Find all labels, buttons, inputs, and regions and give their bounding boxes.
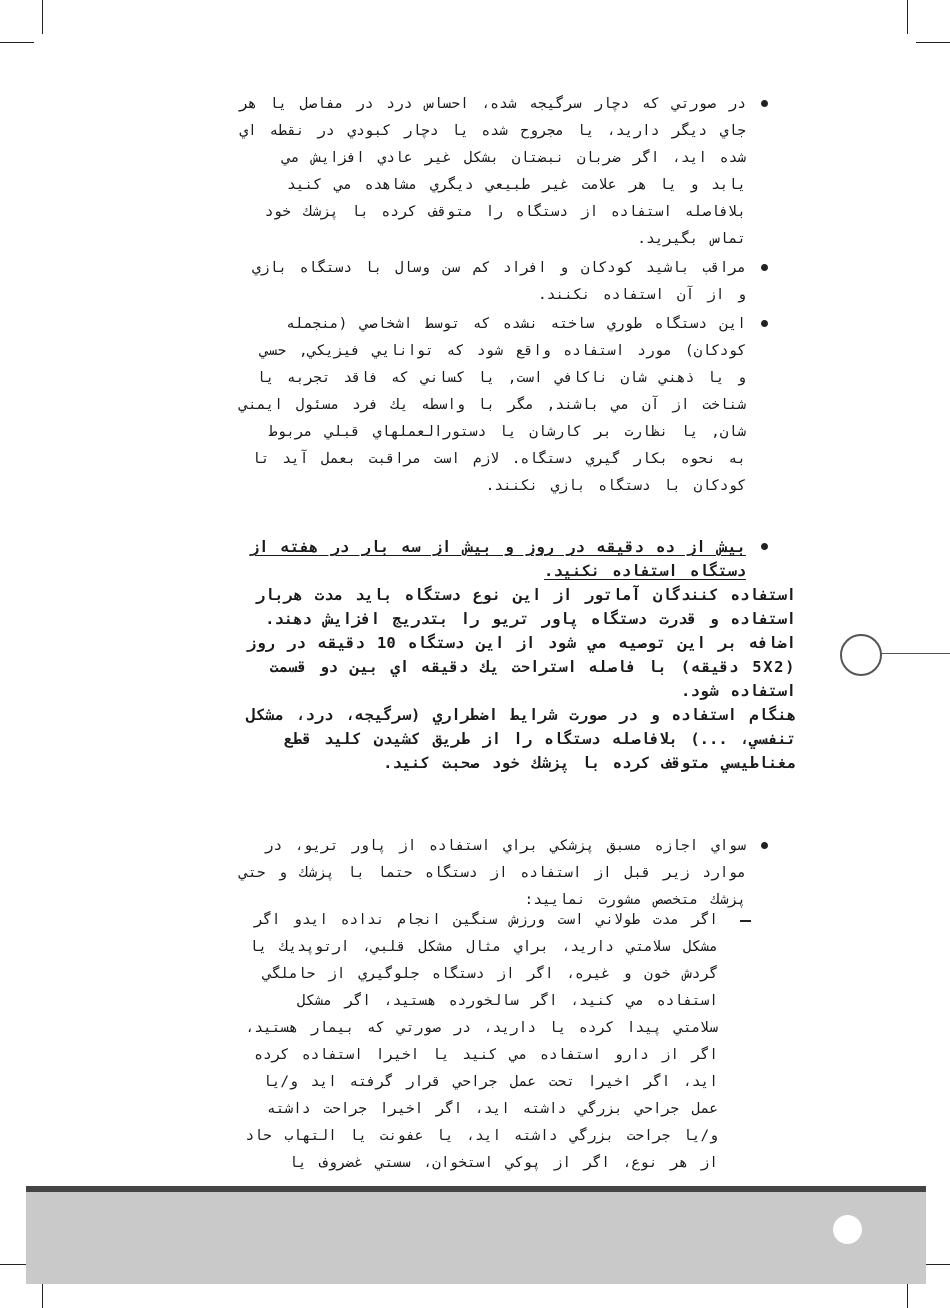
crop-mark-top-left-v <box>42 0 43 34</box>
text-line: سلامتي پيدا كرده يا داريد، در صورتي كه بيمار هستيد، <box>245 1020 718 1036</box>
text-line: كودكان با دستگاه بازي نكنند. <box>485 478 746 494</box>
text-line: عمل جراحي بزرگي داشته ايد، اگر اخيرا جراحت داشته <box>266 1101 718 1117</box>
text-line: كودكان) مورد استفاده واقع شود كه توانايي فيزيكي, حسي <box>260 343 746 359</box>
text-line: موارد زير قبل از استفاده از دستگاه حتما با پزشك و حتي <box>239 865 746 881</box>
text-line: گردش خون و غيره، اگر از دستگاه جلوگيري از حاملگي <box>262 966 718 982</box>
crop-mark-top-left-h <box>0 42 34 43</box>
text-line: اضافه بر اين توصيه مي شود از اين دستگاه 10 دقيقه در روز <box>246 634 796 652</box>
text-line: اگر از دارو استفاده مي كنيد يا اخيرا استفاده كرده <box>254 1047 718 1063</box>
text-line: تماس بگيريد. <box>637 231 746 247</box>
usage-limit-body <box>246 583 796 775</box>
text-line: ايد، اگر اخيرا تحت عمل جراحي قرار گرفته ايد و/يا <box>262 1074 718 1090</box>
text-line: شناخت از آن مي باشند, مگر با واسطه يك فرد مسئول ايمني <box>239 397 746 413</box>
usage-limit-heading <box>250 535 746 583</box>
text-line: استفاده مي كنيد، اگر سالخورده هستيد، اگر مشكل <box>297 993 718 1009</box>
text-line: بلافاصله استفاده از دستگاه را متوقف كرده با پزشك خود <box>264 204 746 220</box>
warning-item-children <box>252 255 746 309</box>
text-line: اين دستگاه طوري ساخته نشده كه توسط اشخاصي (منجمله <box>286 316 746 332</box>
text-line: تنفسي، ...) بلافاصله دستگاه را از طريق كشيدن كليد قطع <box>283 730 796 748</box>
text-line: استفاده شود. <box>681 682 796 700</box>
text-line: مراقب باشيد كودكان و افراد كم سن وسال با دستگاه بازي <box>252 260 746 276</box>
footer-box <box>26 1192 926 1284</box>
text-line: به نحوه بكار گيري دستگاه. لازم است مراقبت بعمل آيد تا <box>252 451 746 467</box>
side-circle-decoration <box>840 634 882 676</box>
text-line: استفاده و قدرت دستگاه پاور تريو را بتدريج افزايش دهند. <box>265 610 796 628</box>
text-line: شان, يا نظارت بر كارشان يا دستورالعملهاي قبلي مربوط <box>268 424 746 440</box>
text-line: استفاده كنندگان آماتور از اين نوع دستگاه بايد مدت هربار <box>255 586 796 604</box>
medical-consult-conditions <box>246 907 719 1177</box>
text-line: جاي ديگر داريد، يا مجروح شده يا دچار كبودي در نقطه اي <box>239 123 746 139</box>
bullet-icon <box>761 543 768 550</box>
medical-consult-intro <box>239 833 746 914</box>
text-line: مشكل سلامتي داريد، براي مثال مشكل قلبي، ارتوپديك يا <box>249 939 718 955</box>
text-line: سواي اجازه مسبق پزشكي براي استفاده از پاور تريو، در <box>264 838 746 854</box>
text-line: شده ايد، اگر ضربان نبضتان بشكل غير عادي افزايش مي <box>282 150 746 166</box>
warning-item-dizziness <box>239 91 746 253</box>
heading-line: بيش از ده دقيقه در روز و بيش از سه بار در هفته از <box>249 538 746 556</box>
text-line: يابد و يا هر علامت غير طبيعي ديگري مشاهده مي كنيد <box>286 177 746 193</box>
page-number-circle <box>833 1215 862 1244</box>
text-line: مغناطيسي متوقف كرده با پزشك خود صحبت كنيد. <box>383 754 796 772</box>
text-line: از هر نوع، اگر از پوكي استخوان، سستي غضروف يا <box>289 1155 718 1171</box>
bullet-icon <box>761 264 768 271</box>
dash-icon <box>740 920 751 922</box>
text-line: و از آن استفاده نكنند. <box>537 287 746 303</box>
bullet-icon <box>761 100 768 107</box>
text-line: اگر مدت طولاني است ورزش سنگين انجام نداده ايدو اگر <box>254 912 718 928</box>
warning-item-capabilities <box>239 311 746 500</box>
bullet-icon <box>761 320 768 327</box>
text-line: (5X2 دقيقه) با فاصله استراحت يك دقيقه اي بين دو قسمت <box>269 658 796 676</box>
text-line: در صورتي كه دچار سرگيجه شده، احساس درد در مفاصل يا هر <box>239 96 746 112</box>
crop-mark-top-right-v <box>907 0 908 34</box>
text-line: پزشك متخصص مشورت نماييد: <box>524 892 746 908</box>
text-line: هنگام استفاده و در صورت شرايط اضطراري (سرگيجه، درد، مشكل <box>246 706 796 724</box>
heading-line: دستگاه استفاده نكنيد. <box>544 562 746 580</box>
text-line: و/يا جراحت بزرگي داشته ايد، يا عفونت يا التهاب حاد <box>245 1128 718 1144</box>
bullet-icon <box>761 842 768 849</box>
text-line: و يا ذهني شان ناكافي است, يا كساني كه فاقد تجربه يا <box>256 370 746 386</box>
side-line-decoration <box>880 653 950 654</box>
crop-mark-top-right-h <box>916 42 950 43</box>
